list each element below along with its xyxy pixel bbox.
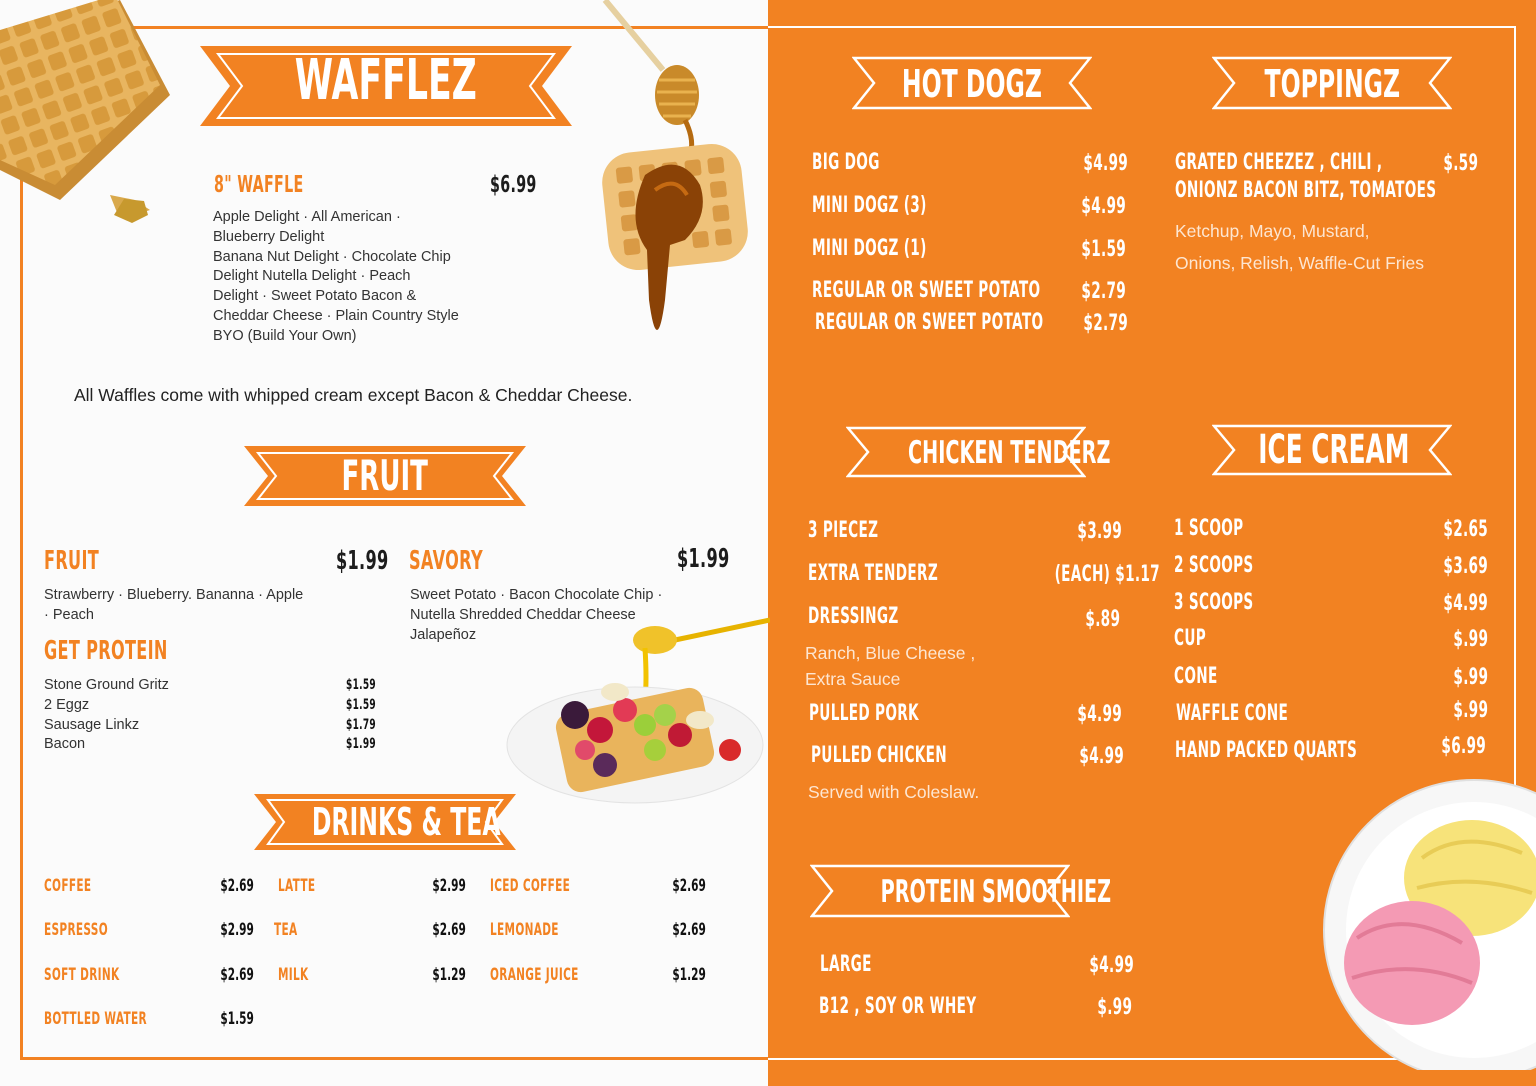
- chicken-banner: [846, 426, 1111, 478]
- protein-item-price: $1.79: [346, 716, 376, 733]
- hotdog-item-name: BIG DOG: [812, 150, 880, 175]
- drink-name: ESPRESSO: [44, 920, 108, 940]
- waffle-desc-line: Apple Delight · All American ·: [213, 209, 401, 225]
- drink-price: $2.69: [672, 876, 706, 896]
- nugget-image: [110, 195, 150, 225]
- icecream-item-price: $2.65: [1443, 517, 1488, 542]
- drink-price: $1.29: [432, 965, 466, 985]
- hotdog-item-price: $1.59: [1081, 237, 1126, 262]
- icecream-item-price: $3.69: [1443, 554, 1488, 579]
- drink-price: $2.69: [220, 876, 254, 896]
- waffle-item-name: 8" WAFFLE: [214, 172, 304, 198]
- protein-title: GET PROTEIN: [44, 636, 168, 666]
- drink-name: BOTTLED WATER: [44, 1009, 147, 1029]
- savory-desc-line: Nutella Shredded Cheddar Cheese: [410, 606, 636, 623]
- pulled-chicken-price: $4.99: [1079, 744, 1124, 769]
- drink-price: $2.69: [672, 920, 706, 940]
- waffle-stack-image: [0, 0, 175, 215]
- drink-name: ORANGE JUICE: [490, 965, 579, 985]
- smoothie-item-price: $4.99: [1089, 953, 1134, 978]
- free-toppings: [1175, 215, 1495, 279]
- protein-prices: [346, 676, 394, 755]
- drink-name: SOFT DRINK: [44, 965, 120, 985]
- drink-name: LATTE: [278, 876, 316, 896]
- fruit-desc-line: · Peach: [44, 606, 94, 623]
- waffle-desc-line: Cheddar Cheese · Plain Country Style: [213, 307, 459, 324]
- hotdog-item-name: REGULAR OR SWEET POTATO: [812, 278, 1041, 303]
- waffle-item-price: $6.99: [490, 172, 537, 198]
- waffles-title: WAFFLEZ: [294, 48, 478, 113]
- dressing-line: Extra Sauce: [805, 669, 901, 689]
- chicken-item-name: DRESSINGZ: [808, 604, 899, 629]
- hotdogs-title: HOT DOGZ: [901, 62, 1043, 106]
- dressing-options: [805, 640, 1065, 692]
- ice-cream-bowl-image: [1322, 778, 1536, 1070]
- drink-price: $1.29: [672, 965, 706, 985]
- fruit-description: [44, 586, 344, 626]
- free-topping-line: Onions, Relish, Waffle-Cut Fries: [1175, 253, 1424, 273]
- icecream-item-name: CONE: [1174, 664, 1218, 689]
- protein-item-name: 2 Eggz: [44, 696, 90, 713]
- hotdog-item-price: $4.99: [1083, 151, 1128, 176]
- waffles-note: All Waffles come with whipped cream except Bacon & Cheddar Cheese.: [74, 385, 633, 405]
- protein-item-name: Sausage Linkz: [44, 716, 140, 733]
- fruit-desc-line: Strawberry · Blueberry. Bananna · Apple: [44, 587, 304, 603]
- protein-item-price: $1.99: [346, 736, 376, 753]
- chicken-item-price: $3.99: [1077, 519, 1122, 544]
- drink-name: TEA: [274, 920, 298, 940]
- toppings-title: TOPPINGZ: [1264, 62, 1400, 106]
- hotdog-item-price: $4.99: [1081, 194, 1126, 219]
- waffle-desc-line: BYO (Build Your Own): [213, 327, 357, 344]
- waffle-desc-line: Banana Nut Delight · Chocolate Chip: [213, 248, 451, 265]
- drink-name: LEMONADE: [490, 920, 559, 940]
- protein-item-name: Stone Ground Gritz: [44, 677, 169, 693]
- smoothies-banner: [810, 864, 1112, 918]
- fruit-title: FRUIT: [341, 451, 429, 500]
- toppings-banner: [1212, 56, 1452, 110]
- honey-waffle-image: [585, 0, 770, 370]
- savory-description: [410, 586, 710, 645]
- waffle-desc-line: Delight · Sweet Potato Bacon &: [213, 288, 417, 305]
- icecream-title: ICE CREAM: [1258, 427, 1410, 473]
- drink-name: MILK: [278, 965, 309, 985]
- savory-item-price: $1.99: [677, 544, 730, 574]
- waffles-banner: [200, 44, 572, 128]
- waffle-description: [213, 208, 493, 347]
- icecream-item-name: 2 SCOOPS: [1174, 553, 1254, 578]
- hotdog-item-name: MINI DOGZ (3): [812, 193, 927, 218]
- icecream-item-price: $.99: [1453, 627, 1488, 652]
- icecream-banner: [1212, 424, 1452, 476]
- hotdog-item-price: $2.79: [1083, 311, 1128, 336]
- protein-item-name: Bacon: [44, 736, 86, 753]
- drinks-banner: [254, 792, 516, 852]
- chicken-item-name: 3 PIECEZ: [808, 518, 879, 543]
- smoothie-item-name: LARGE: [820, 952, 872, 977]
- served-note: Served with Coleslaw.: [808, 782, 980, 802]
- pulled-pork-price: $4.99: [1077, 702, 1122, 727]
- protein-item-price: $1.59: [346, 677, 376, 693]
- drink-name: COFFEE: [44, 876, 92, 896]
- protein-list: [44, 676, 244, 755]
- icecream-item-name: HAND PACKED QUARTS: [1175, 738, 1358, 763]
- chicken-item-price: (EACH) $1.17: [1054, 562, 1160, 587]
- icecream-item-price: $.99: [1453, 698, 1488, 723]
- waffle-desc-line: Delight Nutella Delight · Peach: [213, 268, 411, 285]
- fruit-item-price: $1.99: [336, 546, 389, 576]
- icecream-item-name: 3 SCOOPS: [1174, 590, 1254, 615]
- chicken-item-name: EXTRA TENDERZ: [808, 561, 939, 586]
- pulled-pork-name: PULLED PORK: [809, 701, 919, 726]
- drink-price: $2.69: [220, 965, 254, 985]
- chicken-item-price: $.89: [1085, 607, 1120, 632]
- hotdog-item-name: MINI DOGZ (1): [812, 236, 927, 261]
- drink-price: $2.69: [432, 920, 466, 940]
- waffle-desc-line: Blueberry Delight: [213, 228, 325, 245]
- icecream-item-price: $4.99: [1443, 591, 1488, 616]
- free-topping-line: Ketchup, Mayo, Mustard,: [1175, 221, 1370, 241]
- smoothies-title: PROTEIN SMOOTHIEZ: [880, 874, 1112, 910]
- hotdogs-banner: [852, 56, 1092, 110]
- drink-price: $2.99: [432, 876, 466, 896]
- toppings-line-2: ONIONZ BACON BITZ, TOMATOES: [1175, 178, 1437, 203]
- toppings-price: $.59: [1443, 151, 1478, 176]
- protein-item-price: $1.59: [346, 696, 376, 713]
- icecream-item-price: $6.99: [1441, 734, 1486, 759]
- smoothie-item-price: $.99: [1097, 995, 1132, 1020]
- pulled-chicken-name: PULLED CHICKEN: [811, 743, 948, 768]
- savory-desc-line: Jalapeñoz: [410, 626, 477, 643]
- icecream-item-name: 1 SCOOP: [1174, 516, 1244, 541]
- drink-price: $1.59: [220, 1009, 254, 1029]
- icecream-item-name: WAFFLE CONE: [1176, 701, 1289, 726]
- icecream-item-name: CUP: [1174, 626, 1207, 651]
- drinks-title: DRINKS & TEA: [311, 800, 501, 844]
- dressing-line: Ranch, Blue Cheese ,: [805, 643, 976, 663]
- drink-name: ICED COFFEE: [490, 876, 571, 896]
- drink-price: $2.99: [220, 920, 254, 940]
- savory-desc-line: Sweet Potato · Bacon Chocolate Chip ·: [410, 587, 663, 603]
- smoothie-item-name: B12 , SOY OR WHEY: [819, 994, 977, 1019]
- savory-item-name: SAVORY: [409, 546, 483, 576]
- fruit-banner: [244, 444, 526, 508]
- toppings-line-1: GRATED CHEEZEZ , CHILI ,: [1175, 150, 1383, 175]
- hotdog-item-price: $2.79: [1081, 279, 1126, 304]
- chicken-title: CHICKEN TENDERZ: [908, 435, 1111, 471]
- fruit-item-name: FRUIT: [44, 546, 100, 576]
- icecream-item-price: $.99: [1453, 665, 1488, 690]
- hotdog-item-name: REGULAR OR SWEET POTATO: [815, 310, 1044, 335]
